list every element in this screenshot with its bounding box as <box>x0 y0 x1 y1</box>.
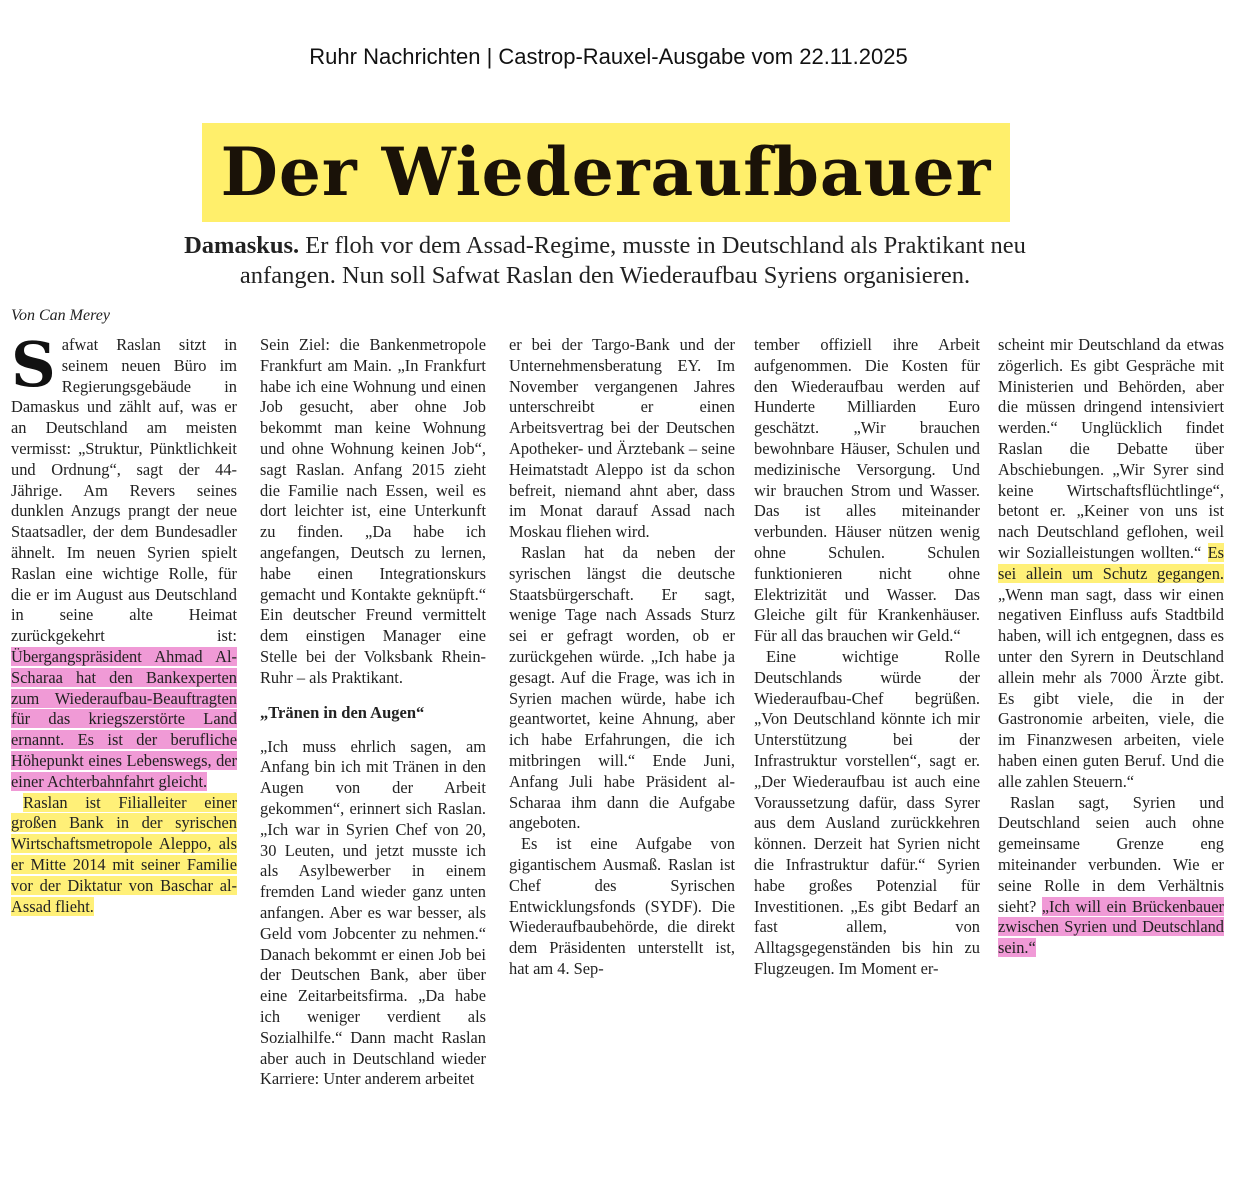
highlight-yellow-2: Es sei allein um Schutz gegangen. <box>998 542 1224 583</box>
article-column-1 <box>11 328 237 917</box>
drop-cap: S <box>11 328 56 401</box>
paragraph-6-part-2: tember offiziell ihre Arbeit aufgenommen. Die Kosten für den Wiederaufbau werden auf Hunderte Milliarden Euro geschätzt. „Wir brauchen bewohnbare Häuser, Schulen und medizinische Versorgung. Und wir brauchen Strom und Wasser. Das ist alles miteinander verbunden. Häuser nützen wenig ohne Schulen. Schulen funktionieren nicht ohne Elektrizität und Wasser. Das Gleiche gilt für Krankenhäuser. Für all das brauchen wir Geld.“ <box>754 335 980 646</box>
source-line: Ruhr Nachrichten | Castrop-Rauxel-Ausgabe vom 22.11.2025 <box>309 44 908 69</box>
paragraph-8 <box>998 793 1224 959</box>
highlight-yellow-1: Raslan ist Filialleiter einer großen Bank in der syrischen Wirtschaftsmetropole Aleppo, als er Mitte 2014 mit seiner Familie vor der Diktatur von Baschar al-Assad flieht. <box>11 792 237 916</box>
article-column-2 <box>260 335 486 1090</box>
paragraph-7-end: „Wenn man sagt, dass wir einen negativen Einfluss aufs Stadtbild haben, will ich entgegnen, dass es unter den Syrern in Deutschland allein mehr als 7000 Ärzte gibt. Es gibt viele, die in der Gastronomie arbeiten, viele, die im Finanzwesen arbeiten, viele haben einen guten Beruf. Und die alle zahlen Steuern.“ <box>998 584 1224 791</box>
subheading: „Tränen in den Augen“ <box>260 702 425 722</box>
paragraph-6-part-1: Es ist eine Aufgabe von gigantischem Ausmaß. Raslan ist Chef des Syrischen Entwicklungsfonds (SYDF). Die Wiederaufbaubehörde, die direkt dem Präsidenten unterstellt ist, hat am 4. Sep- <box>509 834 735 978</box>
highlight-pink-2: „Ich will ein Brückenbauer zwischen Syrien und Deutschland sein.“ <box>998 896 1224 958</box>
paragraph-7-part-1: Eine wichtige Rolle Deutschlands würde der Wiederaufbau-Chef begrüßen. „Von Deutschland könnte ich mir Unterstützung bei der Infrastruktur vorstellen“, sagt er. „Der Wiederaufbau ist auch eine Voraussetzung dafür, dass Syrer aus dem Ausland zurückkehren können. Derzeit hat Syrien nicht die Infrastruktur dafür.“ Syrien habe großes Potenzial für Investitionen. „Es gibt Bedarf an fast allem, von Alltagsgegenständen bis hin zu Flugzeugen. Im Moment er- <box>754 646 980 978</box>
teaser-place: Damaskus. <box>184 232 300 259</box>
teaser <box>150 231 1060 291</box>
paragraph-1-text: afwat Raslan sitzt in seinem neuen Büro im Regierungsgebäude in Damaskus und zählt auf, was er an Deutschland am meisten vermisst: „Struktur, Pünktlichkeit und Ordnung“, sagt der 44-Jährige. Am Revers seines dunklen Anzugs prangt der neue Staatsadler, der dem Bundesadler ähnelt. Im neuen Syrien spielt Raslan eine wichtige Rolle, für die er im August aus Deutschland in seine alte Heimat zurückgekehrt ist: <box>11 335 237 646</box>
paragraph-3: Sein Ziel: die Bankenmetropole Frankfurt am Main. „In Frankfurt habe ich eine Wohnung und einen Job gesucht, aber ohne Job bekommt man keine Wohnung und ohne Wohnung keinen Job“, sagt Raslan. Anfang 2015 zieht die Familie nach Essen, weil es dort leichter ist, eine Unterkunft zu finden. „Da habe ich angefangen, Deutsch zu lernen, habe einen Integrationskurs gemacht und Kontakte geknüpft.“ Ein deutscher Freund vermittelt dem einstigen Manager eine Stelle bei der Volksbank Rhein-Ruhr – als Praktikant. <box>260 335 486 687</box>
headline: Der Wiederaufbauer <box>202 123 1010 222</box>
article-column-5 <box>998 335 1224 959</box>
paragraph-8-text: Raslan sagt, Syrien und Deutschland seien auch ohne gemeinsame Grenze eng miteinander verbunden. Wie er seine Rolle in dem Verhältnis sieht? <box>998 792 1224 916</box>
highlight-pink-1: Übergangspräsident Ahmad Al-Scharaa hat den Bankexperten zum Wiederaufbau-Beauftragten für das kriegszerstörte Land ernannt. Es ist der berufliche Höhepunkt eines Lebenswegs, der einer Achterbahnfahrt gleicht. <box>11 646 237 791</box>
paragraph-4-part-2: er bei der Targo-Bank und der Unternehmensberatung EY. Im November vergangenen Jahres unterschreibt er einen Arbeitsvertrag bei der Deutschen Apotheker- und Ärztebank – seine Heimatstadt Aleppo ist da schon befreit, niemand ahnt aber, dass im Monat darauf Assad nach Moskau fliehen wird. <box>509 335 735 542</box>
byline: Von Can Merey <box>11 307 110 324</box>
paragraph-1 <box>11 328 237 793</box>
paragraph-4-part-1: „Ich muss ehrlich sagen, am Anfang bin ich mit Tränen in den Augen von der Arbeit gekommen“, erinnert sich Raslan. „Ich war in Syrien Chef von 20, 30 Leuten, und jetzt musste ich als Asylbewerber in einem fremden Land wieder ganz unten anfangen. Aber es war besser, als Geld vom Jobcenter zu nehmen.“ Danach bekommt er einen Job bei der Deutschen Bank, aber über eine Zeitarbeitsfirma. „Da habe ich weniger verdient als Sozialhilfe.“ Dann macht Raslan aber auch in Deutschland wieder Karriere: Unter anderem arbeitet <box>260 736 486 1089</box>
article-column-3 <box>509 335 735 980</box>
article-column-4 <box>754 335 980 980</box>
teaser-text: Er floh vor dem Assad-Regime, musste in Deutschland als Praktikant neu anfangen. Nun soll Safwat Raslan den Wiederaufbau Syriens organisieren. <box>239 232 1026 289</box>
paragraph-2 <box>11 793 237 918</box>
paragraph-7-part-2: scheint mir Deutschland da etwas zögerlich. Es gibt Gespräche mit Ministerien und Behörden, aber die müssen dringend intensiviert werden.“ Unglücklich findet Raslan die Debatte über Abschiebungen. „Wir Syrer sind keine Wirtschaftsflüchtlinge“, betont er. „Keiner von uns ist nach Deutschland geflohen, weil wir Sozialleistungen wollten.“ Es sei allein um Schutz gegangen. „Wenn man sagt, dass wir einen negativen Einfluss aufs Stadtbild haben, will ich entgegnen, dass es unter den Syrern in Deutschland allein mehr als 7000 Ärzte gibt. Es gibt viele, die in der Gastronomie arbeiten, viele, die im Finanzwesen arbeiten, viele haben einen guten Beruf. Und die alle zahlen Steuern.“ <box>998 335 1224 791</box>
paragraph-5: Raslan hat da neben der syrischen längst die deutsche Staatsbürgerschaft. Er sagt, wenige Tage nach Assads Sturz sei er gefragt worden, ob er zurückgehen würde. „Ich habe ja gesagt. Auf die Frage, was ich in Syrien machen würde, habe ich geantwortet, keine Ahnung, aber ich habe Erfahrungen, die ich mitbringen will.“ Ende Juni, Anfang Juli habe Präsident al-Scharaa ihm dann die Aufgabe angeboten. <box>509 542 735 833</box>
